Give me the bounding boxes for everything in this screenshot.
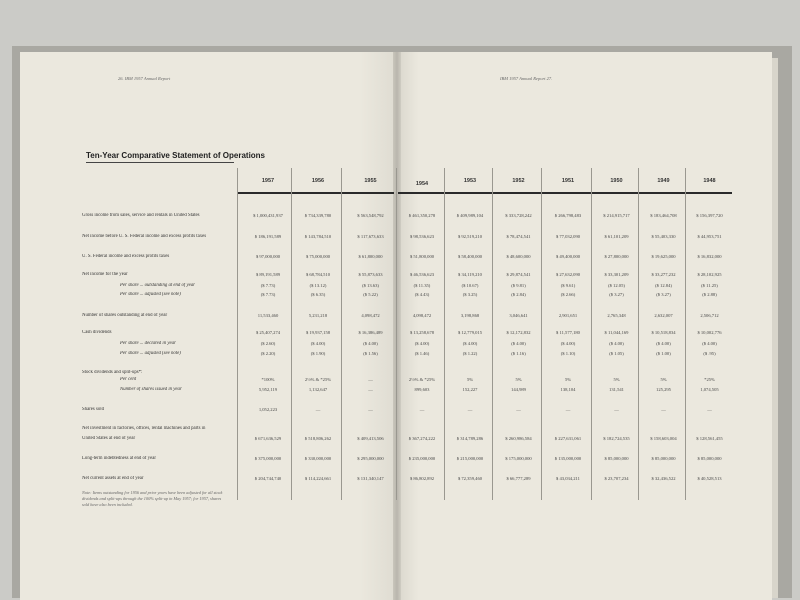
table-cell: *25% [704, 377, 715, 382]
row-label: Per share ... declared in year [120, 341, 176, 346]
table-cell: $ 409,413,506 [357, 436, 384, 441]
table-cell: $ 10,518,834 [651, 330, 676, 335]
table-cell: $ 86,802,892 [409, 476, 435, 481]
table-cell: ($ 1.05) [609, 351, 624, 356]
table-cell: $ 156,397,720 [696, 213, 723, 218]
column-separator [591, 168, 592, 500]
table-cell: $ 117,673,633 [357, 234, 384, 239]
table-cell: $ 34,119,210 [458, 272, 482, 277]
row-label: Net income for the year [82, 272, 128, 277]
table-cell: ($ 4.00) [414, 341, 430, 346]
table-cell: $ 227,631,061 [554, 436, 582, 441]
table-cell: ($ .95) [703, 351, 716, 356]
table-cell: ($ 4.00) [310, 341, 326, 346]
table-cell: ($ 12.05) [608, 283, 625, 288]
table-cell: ($ 1.16) [511, 351, 526, 356]
table-cell: $ 29,874,541 [506, 272, 531, 277]
table-cell: $ 143,784,510 [304, 234, 332, 239]
right-page [396, 52, 772, 600]
table-cell: $ 97,000,000 [255, 254, 281, 259]
table-cell: $ 28,102,925 [697, 272, 722, 277]
table-cell: $ 518,806,262 [304, 436, 332, 441]
table-cell: $ 13,258,678 [409, 330, 435, 335]
footnote: Note: Items outstanding for 1956 and prior years have been adjusted for all stock dividends and split-ups through the 100% split-up in May 1957; for 1957, shares sold have also been included. [82, 490, 223, 507]
header-rule-right [398, 192, 732, 194]
header-rule-left [237, 192, 394, 194]
table-cell: ($ 1.46) [414, 351, 430, 356]
row-label: Cash dividends [82, 330, 112, 335]
table-cell: — [467, 407, 473, 412]
table-cell: $ 16,832,000 [697, 254, 722, 259]
table-cell: ($ 9.61) [560, 283, 576, 288]
table-cell: 4,098,472 [412, 313, 432, 318]
title-underline [86, 162, 234, 163]
statement-title: Ten-Year Comparative Statement of Operations [86, 151, 266, 160]
table-cell: $ 85,000,000 [604, 456, 629, 461]
row-label: Per cent [120, 377, 137, 382]
table-cell: 2½% & *25% [408, 377, 436, 382]
table-cell: $ 12,779,015 [457, 330, 483, 335]
row-label: Shares sold [82, 407, 104, 412]
table-cell: ($ 4.00) [609, 341, 624, 346]
table-cell: $ 78,474,541 [506, 234, 531, 239]
table-cell: $ 114,224,661 [304, 476, 332, 481]
table-cell: $ 11,577,180 [556, 330, 580, 335]
row-label: Per share ... adjusted (see note) [120, 351, 181, 356]
table-cell: $ 1,000,431,937 [253, 213, 283, 218]
column-separator [291, 168, 292, 500]
table-cell: $ 266,798,483 [554, 213, 582, 218]
table-cell: — [315, 407, 321, 412]
table-cell: $ 49,400,000 [555, 254, 581, 259]
table-cell: ($ 4.00) [560, 341, 576, 346]
table-cell: — [368, 387, 373, 392]
table-cell: ($ 3.27) [656, 292, 671, 297]
table-cell: $ 66,777,289 [506, 476, 531, 481]
table-cell: $ 330,000,000 [304, 456, 332, 461]
table-cell: $ 55,873,633 [358, 272, 383, 277]
table-cell: $ 16,386,489 [358, 330, 383, 335]
table-cell: $ 85,000,000 [697, 456, 722, 461]
year-header: 1949 [657, 178, 670, 184]
table-cell: ($ 11.35) [413, 283, 431, 288]
table-cell: $ 158,603,004 [650, 436, 677, 441]
left-page-header: 26. IBM 1957 Annual Report [118, 76, 171, 81]
row-label: Number of shares issued in year [120, 387, 182, 392]
table-cell: 4,098,472 [361, 313, 380, 318]
table-cell: — [661, 407, 666, 412]
table-cell: $ 186,191,589 [254, 234, 282, 239]
table-cell: $ 131,340,147 [357, 476, 384, 481]
table-cell: ($ 13.12) [309, 283, 327, 288]
table-cell: $ 235,000,000 [408, 456, 436, 461]
table-cell: $ 32,436,522 [651, 476, 676, 481]
table-cell: ($ 9.81) [511, 283, 526, 288]
table-cell: $ 27,800,000 [604, 254, 629, 259]
table-cell: 11,533,460 [257, 313, 279, 318]
table-cell: 899,603 [414, 387, 430, 392]
column-separator [237, 168, 238, 500]
table-cell: ($ 12.84) [655, 283, 672, 288]
table-cell: 2,901,651 [558, 313, 578, 318]
table-cell: $ 375,000,000 [254, 456, 282, 461]
row-label: Gross income from sales, service and rentals in United States [82, 213, 200, 218]
table-cell: $ 55,403,330 [651, 234, 676, 239]
table-cell: ($ 2.84) [511, 292, 526, 297]
table-cell: — [707, 407, 712, 412]
table-cell: $ 12,172,832 [506, 330, 531, 335]
table-cell: 131,541 [609, 387, 624, 392]
table-cell: 144,989 [511, 387, 526, 392]
table-cell: $ 19,625,000 [651, 254, 676, 259]
table-cell: $ 33,301,209 [604, 272, 629, 277]
table-cell: $ 409,989,104 [456, 213, 484, 218]
table-cell: $ 77,032,090 [555, 234, 581, 239]
table-cell: $ 260,986,584 [505, 436, 532, 441]
table-cell: $ 19,937,158 [305, 330, 331, 335]
table-cell: ($ 2.88) [702, 292, 717, 297]
row-label: Per share ... outstanding at end of year [120, 283, 195, 288]
table-cell: ($ 4.43) [414, 292, 430, 297]
table-cell: $ 58,400,000 [457, 254, 483, 259]
table-cell: $ 33,277,232 [651, 272, 676, 277]
table-cell: $ 128,561,455 [696, 436, 723, 441]
table-cell: $ 44,953,751 [697, 234, 722, 239]
table-cell: ($ 11.25) [701, 283, 718, 288]
table-cell: 5% [515, 377, 522, 382]
table-cell: ($ 7.73) [260, 283, 276, 288]
table-cell: — [368, 377, 373, 382]
row-label: U. S. Federal income and excess profits taxes [82, 254, 170, 259]
row-label: Net income before U. S. Federal income and excess profits taxes [82, 234, 207, 239]
book-gutter [393, 52, 401, 600]
table-cell: 5% [613, 377, 620, 382]
year-header: 1955 [364, 178, 377, 184]
row-label: Long-term indebtedness at end of year [82, 456, 156, 461]
table-cell: ($ 3.27) [609, 292, 624, 297]
row-label: Number of shares outstanding at end of year [82, 313, 168, 318]
table-cell: $ 563,548,792 [357, 213, 384, 218]
table-cell: $ 204,744,740 [254, 476, 282, 481]
table-cell: ($ 4.00) [656, 341, 671, 346]
table-cell: $ 135,000,000 [554, 456, 582, 461]
table-cell: $ 671,636,529 [254, 436, 282, 441]
table-cell: 1,052,223 [258, 407, 278, 412]
table-cell: $ 85,000,000 [651, 456, 676, 461]
table-cell: 5% [466, 377, 474, 382]
table-cell: 5,231,218 [308, 313, 328, 318]
table-cell: 3,198,868 [460, 313, 480, 318]
table-cell: ($ 2.60) [260, 341, 276, 346]
table-cell: ($ 2.20) [260, 351, 276, 356]
table-cell: $ 182,724,535 [603, 436, 630, 441]
table-cell: $ 175,000,000 [505, 456, 532, 461]
table-cell: 5% [660, 377, 667, 382]
table-cell: ($ 4.00) [511, 341, 526, 346]
table-cell: ($ 5.22) [363, 292, 378, 297]
table-cell: ($ 4.00) [363, 341, 378, 346]
column-separator [341, 168, 342, 500]
table-cell: 125,295 [656, 387, 671, 392]
column-separator [396, 168, 397, 500]
row-label: Per share ... adjusted (see note) [120, 292, 181, 297]
table-cell: 152,227 [462, 387, 478, 392]
table-cell: $ 23,707,234 [604, 476, 629, 481]
table-cell: 1,132,647 [308, 387, 328, 392]
table-cell: 2,506,712 [700, 313, 719, 318]
table-cell: $ 25,407,274 [255, 330, 281, 335]
year-header: 1954 [415, 181, 429, 187]
table-cell: 5,952,119 [258, 387, 278, 392]
table-cell: 2,765,348 [607, 313, 626, 318]
table-cell: $ 314,789,286 [456, 436, 484, 441]
table-cell: 1,074,505 [700, 387, 719, 392]
table-cell: $ 51,800,000 [409, 254, 435, 259]
table-cell: ($ 1.00) [656, 351, 671, 356]
table-cell: ($ 7.73) [260, 292, 276, 297]
table-cell: $ 461,350,278 [408, 213, 436, 218]
table-cell: ($ 1.22) [462, 351, 478, 356]
table-cell: *100% [261, 377, 275, 382]
table-cell: $ 183,464,708 [650, 213, 677, 218]
row-label: Net investment in factories, offices, rental machines and parts in [82, 426, 206, 431]
table-cell: $ 10,002,776 [697, 330, 722, 335]
row-label: Stock dividends and split-ups*: [82, 370, 143, 375]
table-cell: $ 27,632,090 [555, 272, 581, 277]
table-cell: $ 333,728,242 [505, 213, 532, 218]
table-cell: ($ 4.00) [462, 341, 478, 346]
right-page-edge [772, 58, 778, 598]
table-cell: — [614, 407, 619, 412]
table-cell: — [516, 407, 521, 412]
table-cell: — [419, 407, 425, 412]
table-cell: $ 61,800,000 [358, 254, 383, 259]
table-cell: ($ 2.66) [560, 292, 576, 297]
table-cell: ($ 6.35) [310, 292, 326, 297]
table-cell: $ 89,191,589 [255, 272, 281, 277]
table-cell: $ 215,000,000 [456, 456, 484, 461]
year-header: 1953 [463, 178, 477, 184]
table-cell: $ 61,101,209 [604, 234, 629, 239]
table-cell: $ 46,536,623 [409, 272, 435, 277]
table-cell: — [368, 407, 373, 412]
year-header: 1956 [311, 178, 325, 184]
table-cell: — [565, 407, 571, 412]
table-cell: $ 75,000,000 [305, 254, 331, 259]
table-cell: 2,632,007 [654, 313, 673, 318]
table-cell: $ 734,339,780 [304, 213, 332, 218]
table-cell: $ 48,600,000 [506, 254, 531, 259]
table-cell: 2½% & *25% [304, 377, 332, 382]
year-header: 1952 [512, 178, 525, 184]
table-cell: ($ 13.63) [362, 283, 379, 288]
year-header: 1951 [561, 178, 575, 184]
table-cell: ($ 3.25) [462, 292, 478, 297]
table-cell: ($ 10.67) [461, 283, 479, 288]
right-page-header: IBM 1957 Annual Report 27. [500, 76, 553, 81]
table-cell: $ 40,528,513 [697, 476, 722, 481]
table-cell: $ 92,519,210 [457, 234, 483, 239]
table-cell: $ 68,784,510 [305, 272, 331, 277]
table-cell: ($ 4.00) [702, 341, 717, 346]
table-cell: 5% [564, 377, 572, 382]
row-label: United States at end of year [82, 436, 136, 441]
table-cell: ($ 1.10) [560, 351, 576, 356]
table-cell: $ 214,915,717 [603, 213, 630, 218]
row-label: Net current assets at end of year [82, 476, 144, 481]
table-cell: $ 367,274,222 [408, 436, 436, 441]
year-header: 1950 [610, 178, 623, 184]
table-cell: $ 295,000,000 [357, 456, 384, 461]
table-cell: ($ 1.56) [363, 351, 378, 356]
year-header: 1948 [703, 178, 716, 184]
table-cell: $ 43,034,211 [556, 476, 580, 481]
table-cell: 138,104 [560, 387, 576, 392]
table-cell: $ 11,044,169 [604, 330, 629, 335]
table-cell: ($ 1.90) [310, 351, 326, 356]
table-cell: 3,046,641 [509, 313, 528, 318]
year-header: 1957 [261, 178, 275, 184]
table-cell: $ 72,359,460 [457, 476, 483, 481]
table-cell: $ 98,536,623 [409, 234, 435, 239]
